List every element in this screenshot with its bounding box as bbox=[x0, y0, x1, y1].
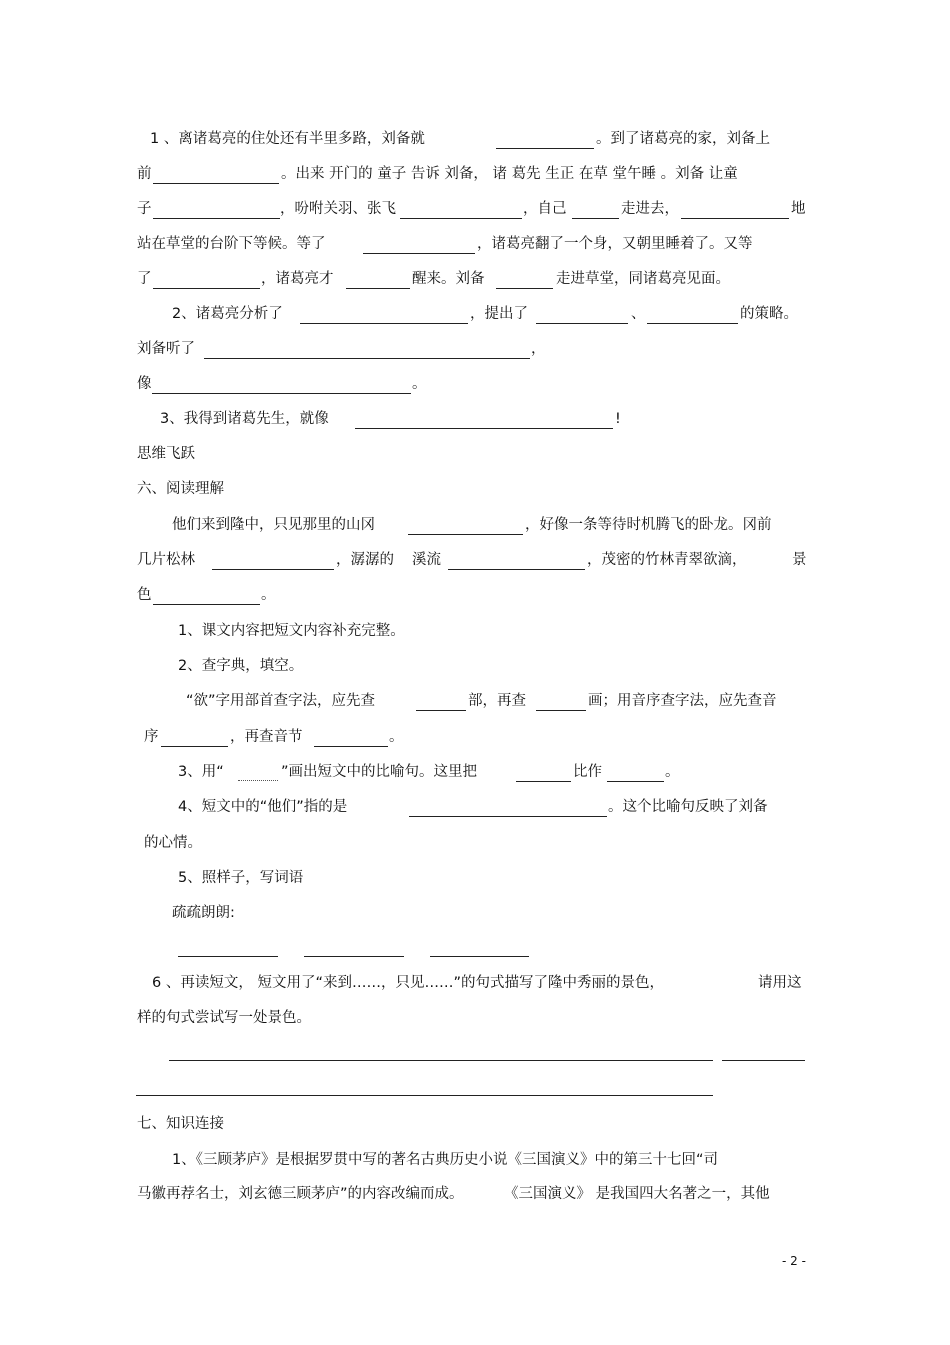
q1-line2-text-b: 。出来 开门的 童子 告诉 刘备， 诸 葛先 生正 在草 堂午睡 。刘备 让童 bbox=[281, 166, 738, 182]
q2-line3-text: 像 bbox=[137, 376, 152, 392]
sec6-q1: 1、课文内容把短文内容补充完整。 bbox=[178, 623, 405, 639]
sec6-q4-text-b: 。这个比喻句反映了刘备 bbox=[608, 799, 768, 815]
q2-blank-4[interactable] bbox=[204, 358, 530, 359]
page-number: - 2 - bbox=[782, 1254, 806, 1268]
sec6-q3-text-d: 。 bbox=[665, 764, 680, 780]
sec6-q2: 2、查字典，填空。 bbox=[178, 658, 304, 674]
q2-blank-5[interactable] bbox=[152, 393, 411, 394]
sec6-q6-answer-line-2[interactable] bbox=[722, 1060, 805, 1061]
sec6-q3-blank-2[interactable] bbox=[607, 781, 664, 782]
sec6-q5-blank-3[interactable] bbox=[430, 956, 529, 957]
sec6-q3-text-b: ”画出短文中的比喻句。这里把 bbox=[281, 764, 478, 780]
q1-blank-6[interactable] bbox=[681, 218, 789, 219]
q3-text: 3、我得到诸葛先生，就像 bbox=[160, 411, 329, 427]
sec6-q4-blank[interactable] bbox=[409, 816, 607, 817]
sec6-q6-answer-line-3[interactable] bbox=[136, 1095, 713, 1096]
sec6-q2-blank-1[interactable] bbox=[416, 710, 466, 711]
sec6-p2-text-e: 景 bbox=[792, 552, 807, 568]
q2-blank-2[interactable] bbox=[536, 323, 628, 324]
q1-line5-text-d: 走进草堂，同诸葛亮见面。 bbox=[556, 271, 730, 287]
sec6-p2-text: 几片松林 bbox=[137, 552, 195, 568]
q1-line3-text-c: ，自己 bbox=[523, 201, 567, 217]
sec6-blank-4[interactable] bbox=[153, 604, 260, 605]
q3-text-b: ! bbox=[615, 411, 621, 427]
q2-line3-text-b: 。 bbox=[412, 376, 427, 392]
sec6-q3-text: 3、用“ bbox=[178, 764, 224, 780]
q1-line3-text-e: 地 bbox=[791, 201, 806, 217]
q1-blank-10[interactable] bbox=[496, 288, 553, 289]
q1-blank-1[interactable] bbox=[496, 148, 594, 149]
sec7-p1: 1、《三顾茅庐》是根据罗贯中写的著名古典历史小说《三国演义》中的第三十七回“司 bbox=[172, 1152, 718, 1168]
sec6-q5-blank-1[interactable] bbox=[178, 956, 278, 957]
q1-line5-text-b: ，诸葛亮才 bbox=[261, 271, 334, 287]
q1-line3-text-b: ，吩咐关羽、张飞 bbox=[280, 201, 396, 217]
sec6-q2-line1-text: “欲”字用部首查字法，应先查 bbox=[186, 693, 376, 709]
sec6-q2-blank-2[interactable] bbox=[536, 710, 586, 711]
q2-line1-text-c: 、 bbox=[631, 306, 646, 322]
q1-blank-8[interactable] bbox=[153, 288, 260, 289]
q3-blank[interactable] bbox=[355, 428, 613, 429]
sec6-q2-line2-text-c: 。 bbox=[389, 729, 404, 745]
q2-blank-1[interactable] bbox=[300, 323, 468, 324]
sec6-p1-text: 他们来到隆中，只见那里的山冈 bbox=[172, 517, 375, 533]
q1-line1-text-b: 。到了诸葛亮的家，刘备上 bbox=[596, 131, 770, 147]
q2-blank-3[interactable] bbox=[647, 323, 738, 324]
sec6-q2-line2-text-b: ，再查音节 bbox=[230, 729, 303, 745]
q1-blank-9[interactable] bbox=[346, 288, 410, 289]
sec6-p3-text: 色 bbox=[137, 587, 152, 603]
sec6-q4-text: 4、短文中的“他们”指的是 bbox=[178, 799, 348, 815]
sec6-q4-text-c: 的心情。 bbox=[144, 835, 202, 851]
sec6-p2-text-d: ，茂密的竹林青翠欲滴， bbox=[587, 552, 747, 568]
q2-line2-text: 刘备听了 bbox=[137, 341, 195, 357]
q1-blank-4[interactable] bbox=[400, 218, 522, 219]
q1-blank-7[interactable] bbox=[363, 253, 475, 254]
sec6-title: 六、阅读理解 bbox=[137, 481, 224, 497]
q1-blank-2[interactable] bbox=[153, 183, 279, 184]
q1-blank-5[interactable] bbox=[572, 218, 619, 219]
sec6-q3-text-c: 比作 bbox=[573, 764, 602, 780]
q1-line3-text: 子 bbox=[137, 201, 152, 217]
siwei-heading: 思维飞跃 bbox=[137, 446, 195, 462]
sec6-q3-blank-1[interactable] bbox=[516, 781, 571, 782]
q1-line1-text: 1 、离诸葛亮的住处还有半里多路，刘备就 bbox=[150, 131, 425, 147]
q2-line1-text-d: 的策略。 bbox=[740, 306, 798, 322]
sec6-q5-example: 疏疏朗朗: bbox=[172, 905, 235, 921]
sec7-p2: 马徽再荐名士，刘玄德三顾茅庐”的内容改编而成。 bbox=[137, 1186, 464, 1202]
sec6-q5: 5、照样子，写词语 bbox=[178, 870, 304, 886]
q1-line5-text-c: 醒来。刘备 bbox=[412, 271, 485, 287]
sec6-p1-text-b: ，好像一条等待时机腾飞的卧龙。冈前 bbox=[525, 517, 772, 533]
sec6-blank-3[interactable] bbox=[448, 569, 585, 570]
sec6-q2-line2-text: 序 bbox=[144, 729, 159, 745]
sec6-q2-line1-text-b: 部，再查 bbox=[468, 693, 526, 709]
q1-line2-text: 前 bbox=[137, 166, 152, 182]
q1-line4-text: 站在草堂的台阶下等候。等了 bbox=[137, 236, 326, 252]
q2-line2-text-b: ， bbox=[531, 341, 546, 357]
sec6-p2-text-b: ，潺潺的 bbox=[336, 552, 394, 568]
sec6-q2-blank-4[interactable] bbox=[314, 746, 388, 747]
q2-line1-text-b: ，提出了 bbox=[470, 306, 528, 322]
q1-blank-3[interactable] bbox=[153, 218, 280, 219]
sec7-title: 七、知识连接 bbox=[137, 1116, 224, 1132]
sec6-q5-blank-2[interactable] bbox=[304, 956, 404, 957]
q2-line1-text: 2、诸葛亮分析了 bbox=[172, 306, 283, 322]
sec6-q3-wavy-mark bbox=[238, 780, 278, 781]
sec7-p2-b: 《三国演义》 是我国四大名著之一，其他 bbox=[504, 1186, 770, 1202]
sec6-q2-blank-3[interactable] bbox=[161, 746, 228, 747]
sec6-q6-text-c: 样的句式尝试写一处景色。 bbox=[137, 1010, 311, 1026]
sec6-q6-text: 6 、再读短文， 短文用了“来到……，只见……”的句式描写了隆中秀丽的景色， bbox=[152, 975, 664, 991]
sec6-p3-text-b: 。 bbox=[261, 587, 276, 603]
q1-line5-text: 了 bbox=[137, 271, 152, 287]
sec6-blank-1[interactable] bbox=[408, 534, 523, 535]
sec6-q6-text-b: 请用这 bbox=[758, 975, 802, 991]
sec6-q2-line1-text-c: 画；用音序查字法，应先查音 bbox=[588, 693, 777, 709]
sec6-blank-2[interactable] bbox=[212, 569, 334, 570]
q1-line3-text-d: 走进去， bbox=[621, 201, 679, 217]
sec6-q6-answer-line-1[interactable] bbox=[169, 1060, 713, 1061]
sec6-p2-text-c: 溪流 bbox=[412, 552, 441, 568]
q1-line4-text-b: ，诸葛亮翻了一个身，又朝里睡着了。又等 bbox=[477, 236, 753, 252]
